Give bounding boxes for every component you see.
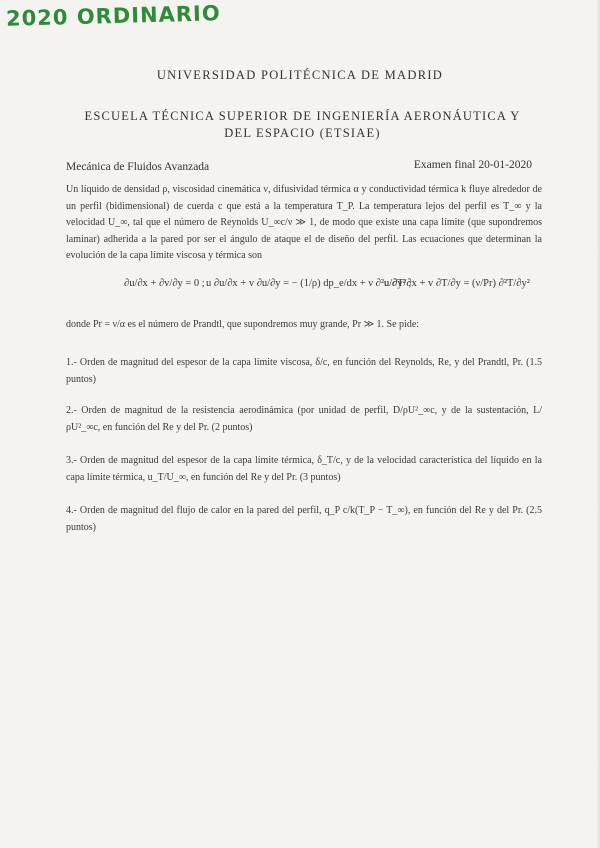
subject-title: Mecánica de Fluidos Avanzada <box>66 161 210 173</box>
momentum-equation: u ∂u/∂x + v ∂u/∂y = − (1/ρ) dp_e/dx + ν ∂²u/∂y² ; <box>206 278 412 289</box>
question-2: 2.- Orden de magnitud de la resistencia aerodinámica (por unidad de perfil, D/ρU²_∞c, y de la sustentación, L/ρU²_∞c, en función del Re y del Pr. (2 puntos) <box>66 405 542 433</box>
prandtl-definition: donde Pr = ν/α es el número de Prandtl, que supondremos muy grande, Pr ≫ 1. Se pide: <box>66 319 420 330</box>
question-3: 3.- Orden de magnitud del espesor de la capa límite térmica, δ_T/c, y de la velocidad característica del líquido en la capa límite térmica, u_T/U_∞, en función del Re y del Pr. (3 puntos) <box>66 455 542 483</box>
question-4: 4.- Orden de magnitud del flujo de calor en la pared del perfil, q_P c/k(T_P − T_∞), en función del Re y del Pr. (2.5 puntos) <box>66 505 542 533</box>
problem-statement: Un líquido de densidad ρ, viscosidad cinemática ν, difusividad térmica α y conductividad térmica k fluye alrededor de un perfil (bidimensional) de cuerda c que está a la temperatura T_P. La temperatura lejos del perfil es T_∞ y la velocidad U_∞, tal que el número de Reynolds U_∞c/ν ≫ 1, de modo que existe una capa límite (que supondremos laminar) adherida a la pared por ser el ángulo de ataque el de diseño del perfil. Las ecuaciones que determinan la evolución de la capa límite viscosa y térmica son <box>66 184 542 261</box>
continuity-equation: ∂u/∂x + ∂v/∂y = 0 ; <box>124 278 205 289</box>
scan-edge-shadow <box>596 0 600 848</box>
question-1: 1.- Orden de magnitud del espesor de la capa límite viscosa, δ/c, en función del Reynolds, Re, y del Prandtl, Pr. (1.5 puntos) <box>66 357 542 385</box>
university-name: UNIVERSIDAD POLITÉCNICA DE MADRID <box>156 68 444 82</box>
exam-date: Examen final 20-01-2020 <box>413 159 532 171</box>
handwritten-note: 2020 ORDINARIO <box>5 1 221 31</box>
school-name: ESCUELA TÉCNICA SUPERIOR DE INGENIERÍA AERONÁUTICA Y DEL ESPACIO (ETSIAE) <box>84 109 521 140</box>
boundary-layer-equations <box>124 268 530 308</box>
energy-equation: u ∂T/∂x + v ∂T/∂y = (ν/Pr) ∂²T/∂y² <box>384 278 530 289</box>
